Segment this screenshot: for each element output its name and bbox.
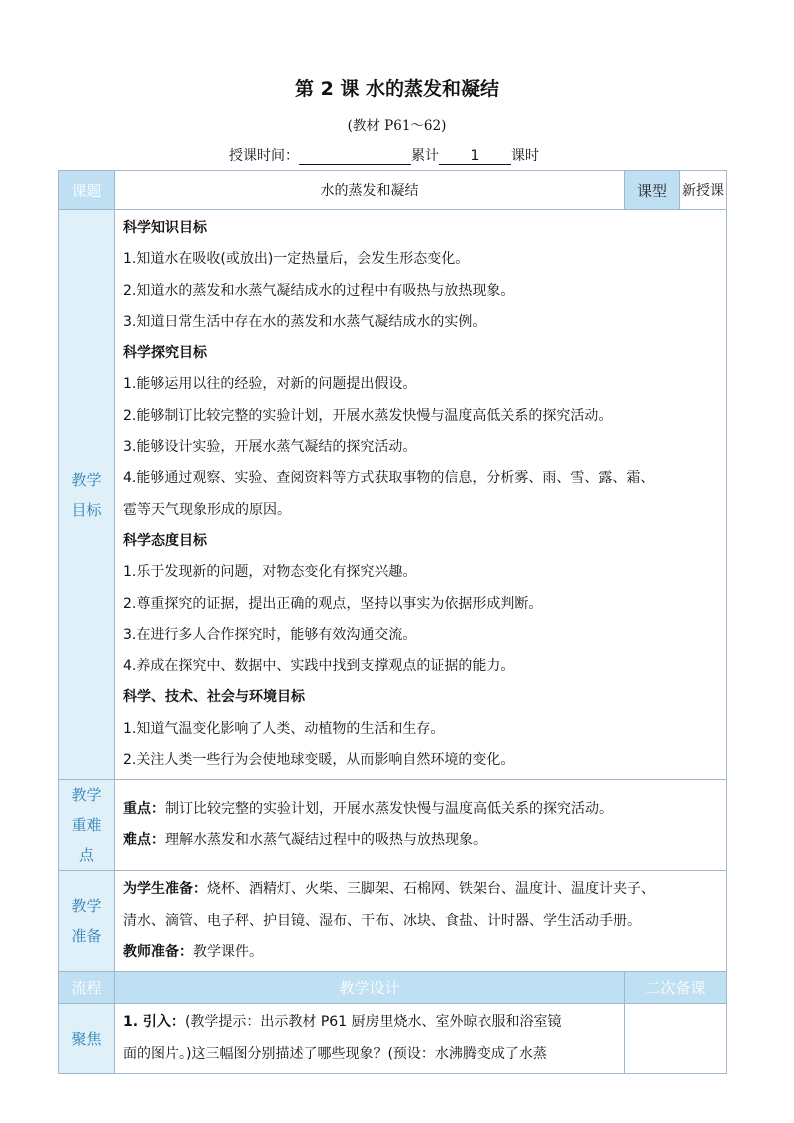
total-hours-value: 1 (470, 148, 480, 164)
section-heading: 科学、技术、社会与环境目标 (123, 689, 305, 706)
difficulty-line (123, 825, 720, 856)
preparation-side-label (59, 871, 115, 972)
key-points-side-label (59, 780, 115, 871)
intro-label: 1. 引入： (123, 1014, 185, 1031)
goal-item: 2.关注人类一些行为会使地球变暖，从而影响自然环境的变化。 (123, 752, 515, 769)
goal-item: 1.知道气温变化影响了人类、动植物的生活和生存。 (123, 720, 445, 737)
goals-content (115, 210, 727, 780)
section-heading: 科学知识目标 (123, 220, 207, 236)
goal-item: 1.乐于发现新的问题，对物态变化有探究兴趣。 (123, 564, 417, 581)
focus-text: 制订比较完整的实验计划，开展水蒸发快慢与温度高低关系的探究活动。 (165, 801, 613, 818)
topic-row (59, 171, 727, 210)
focus-side-label: 聚焦 (59, 1004, 115, 1074)
focus-label: 重点： (123, 801, 165, 818)
goals-side-label (59, 210, 115, 780)
intro-line-2: 面的图片。)这三幅图分别描述了哪些现象？(预设：水沸腾变成了水蒸 (123, 1045, 547, 1062)
student-prep-line (123, 874, 720, 905)
topic-label: 课题 (59, 171, 115, 210)
topic-value: 水的蒸发和凝结 (115, 171, 625, 210)
preparation-content (115, 871, 727, 972)
preparation-side-label-2: 准备 (71, 927, 102, 946)
key-points-side-label-3: 点 (78, 846, 94, 865)
goal-item: 2.尊重探究的证据，提出正确的观点，坚持以事实为依据形成判断。 (123, 595, 543, 612)
key-points-side-label-2: 重难 (71, 816, 102, 835)
teacher-prep-line (123, 937, 720, 968)
difficulty-label: 难点： (123, 832, 165, 849)
textbook-pages: (教材 P61～62) (347, 118, 447, 134)
goal-item: 2.知道水的蒸发和水蒸气凝结成水的过程中有吸热与放热现象。 (123, 282, 515, 299)
goals-row (59, 210, 727, 780)
lesson-title: 第 2 课 水的蒸发和凝结 (294, 78, 500, 100)
key-points-row (59, 780, 727, 871)
total-label: 累计 (411, 148, 439, 164)
intro-line-1 (123, 1007, 618, 1038)
student-prep-line-2: 清水、滴管、电子秤、护目镜、湿布、干布、冰块、食盐、计时器、学生活动手册。 (123, 912, 641, 929)
student-prep-label: 为学生准备： (123, 881, 207, 898)
section-heading: 科学态度目标 (123, 532, 207, 549)
goal-item: 4.能够通过观察、实验、查阅资料等方式获取事物的信息，分析雾、雨、雪、露、霜、 (123, 470, 655, 487)
design-header: 教学设计 (115, 972, 625, 1004)
teacher-prep-text: 教学课件。 (193, 943, 263, 960)
teacher-prep-label: 教师准备： (123, 943, 193, 960)
preparation-side-label-1: 教学 (71, 897, 102, 916)
secondary-prep-header: 二次备课 (625, 972, 727, 1004)
goal-item: 3.在进行多人合作探究时，能够有效沟通交流。 (123, 626, 417, 643)
focus-section-row (59, 1004, 727, 1074)
intro-text-1: (教学提示：出示教材 P61 厨房里烧水、室外晾衣服和浴室镜 (184, 1014, 562, 1031)
hours-label: 课时 (511, 148, 539, 164)
time-blank[interactable] (299, 148, 411, 165)
total-hours-field[interactable] (439, 148, 511, 165)
lesson-time-line (229, 145, 539, 165)
focus-line (123, 794, 720, 825)
secondary-prep-cell[interactable] (625, 1004, 727, 1074)
goal-item: 2.能够制订比较完整的实验计划，开展水蒸发快慢与温度高低关系的探究活动。 (123, 407, 613, 424)
flow-header: 流程 (59, 972, 115, 1004)
preparation-row (59, 871, 727, 972)
goal-item: 3.能够设计实验，开展水蒸气凝结的探究活动。 (123, 439, 417, 456)
key-points-side-label-1: 教学 (71, 786, 102, 805)
goal-item: 1.知道水在吸收(或放出)一定热量后，会发生形态变化。 (123, 251, 470, 268)
goal-item: 4.养成在探究中、数据中、实践中找到支撑观点的证据的能力。 (123, 658, 515, 675)
section-heading: 科学探究目标 (123, 345, 207, 362)
lesson-plan-table (58, 170, 727, 1074)
time-label: 授课时间： (229, 148, 299, 164)
goals-side-label-2: 目标 (71, 500, 102, 519)
difficulty-text: 理解水蒸发和水蒸气凝结过程中的吸热与放热现象。 (165, 832, 487, 849)
type-value: 新授课 (680, 171, 727, 210)
goal-item: 3.知道日常生活中存在水的蒸发和水蒸气凝结成水的实例。 (123, 313, 487, 330)
goals-side-label-1: 教学 (71, 470, 102, 489)
goal-item: 雹等天气现象形成的原因。 (123, 501, 291, 518)
student-prep-text: 烧杯、酒精灯、火柴、三脚架、石棉网、铁架台、温度计、温度计夹子、 (207, 881, 655, 898)
goal-item: 1.能够运用以往的经验，对新的问题提出假设。 (123, 376, 417, 393)
process-header-row (59, 972, 727, 1004)
type-label: 课型 (625, 171, 680, 210)
key-points-content (115, 780, 727, 871)
focus-content (115, 1004, 625, 1074)
